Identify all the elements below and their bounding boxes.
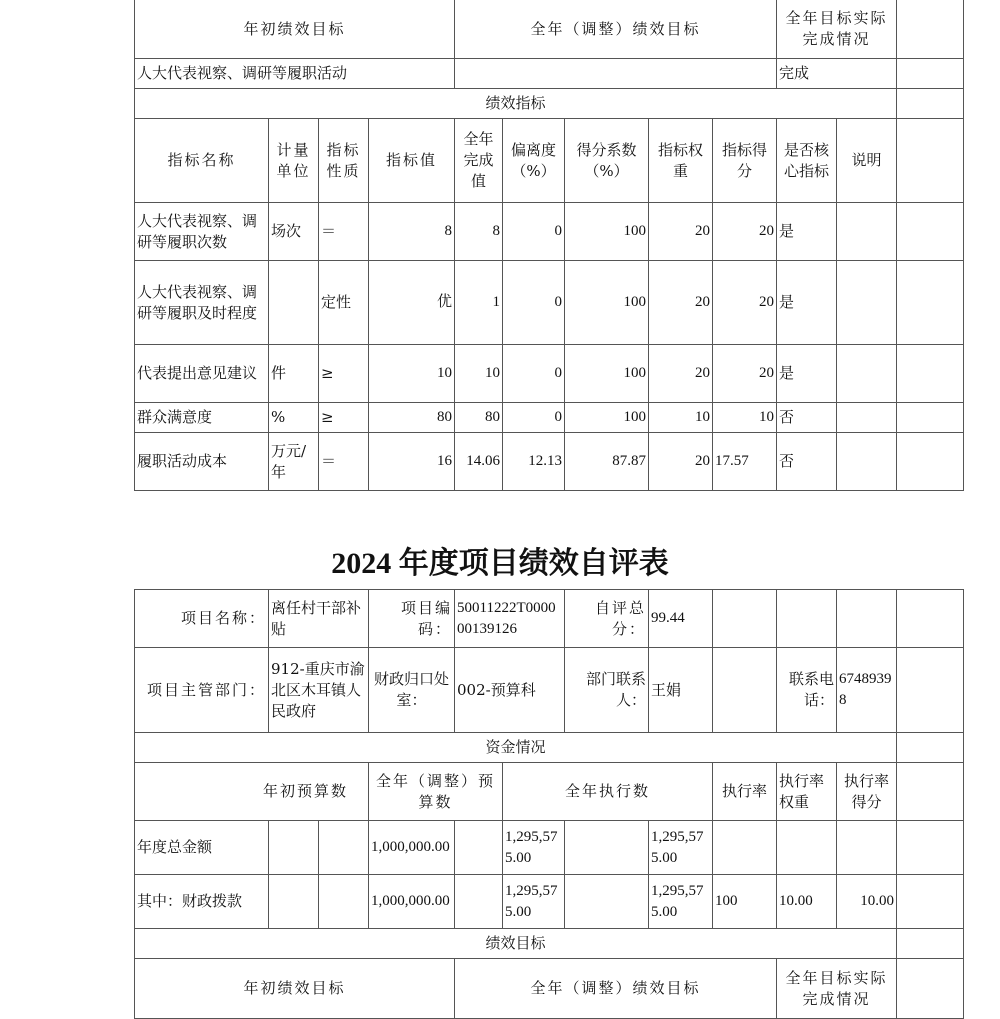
table-row [135,821,964,875]
goals-initial-header: 年初绩效目标 [135,0,455,59]
funds-row-label: 其中：财政拨款 [135,875,269,929]
table-row [135,875,964,929]
phone-label: 联系电话： [777,648,837,733]
indicator-score: 20 [713,203,777,261]
indicator-score: 20 [713,261,777,345]
phone: 67489398 [837,648,897,733]
funds-header-adjusted: 全年（调整）预算数 [369,763,503,821]
indicator-target: 16 [369,433,455,491]
funds-score [837,821,897,875]
indicator-table [134,0,964,491]
indicator-note [837,203,897,261]
indicator-actual: 80 [455,403,503,433]
indicator-coef: 100 [565,203,649,261]
indicator-header-row [135,119,964,203]
indicator-coef: 100 [565,261,649,345]
indicator-unit: 场次 [269,203,319,261]
indicators-section-row [135,89,964,119]
indicator-target: 8 [369,203,455,261]
indicator-unit: % [269,403,319,433]
goals-header-row [135,0,964,59]
indicator-deviation: 0 [503,345,565,403]
project-code: 50011222T000000139126 [455,590,565,648]
indicator-weight: 20 [649,433,713,491]
funds-section-title: 资金情况 [135,733,897,763]
project-name-label: 项目名称： [135,590,269,648]
table-row [135,203,964,261]
project-table [134,589,964,1019]
indicator-coef: 87.87 [565,433,649,491]
table-row [135,403,964,433]
project-info-row [135,590,964,648]
indicator-nature: ＝ [319,203,369,261]
goals-initial: 人大代表视察、调研等履职活动 [135,59,455,89]
indicator-unit: 件 [269,345,319,403]
funds-executed: 1,295,575.00 [649,875,713,929]
col-header-unit: 计量单位 [269,119,319,203]
indicator-score: 17.57 [713,433,777,491]
page-title: 2024 年度项目绩效自评表 [331,547,669,580]
col-header-actual: 全年完成值 [455,119,503,203]
funds-header-row [135,763,964,821]
indicator-note [837,403,897,433]
funds-adjusted: 1,295,575.00 [503,821,565,875]
goals-actual-header: 全年目标实际完成情况 [777,0,897,59]
project-name: 离任村干部补贴 [269,590,369,648]
indicator-deviation: 12.13 [503,433,565,491]
funds-row-label: 年度总金额 [135,821,269,875]
goals-header-row-2 [135,959,964,1019]
col-header-coef: 得分系数（%） [565,119,649,203]
indicator-score: 10 [713,403,777,433]
goals-actual-header-2: 全年目标实际完成情况 [777,959,897,1019]
col-header-deviation: 偏离度（%） [503,119,565,203]
indicator-target: 80 [369,403,455,433]
indicator-name: 代表提出意见建议 [135,345,269,403]
indicator-deviation: 0 [503,261,565,345]
funds-score: 10.00 [837,875,897,929]
indicator-name: 群众满意度 [135,403,269,433]
indicator-coef: 100 [565,403,649,433]
indicator-nature: ≥ [319,345,369,403]
col-header-weight: 指标权重 [649,119,713,203]
indicator-weight: 20 [649,345,713,403]
col-header-nature: 指标性质 [319,119,369,203]
col-header-name: 指标名称 [135,119,269,203]
contact-label: 部门联系人： [565,648,649,733]
funds-executed: 1,295,575.00 [649,821,713,875]
goals-section-title: 绩效目标 [135,929,897,959]
funds-header-score: 执行率得分 [837,763,897,821]
col-header-score: 指标得分 [713,119,777,203]
indicator-weight: 10 [649,403,713,433]
self-score: 99.44 [649,590,713,648]
funds-initial: 1,000,000.00 [369,875,455,929]
contact: 王娟 [649,648,713,733]
finance-office: 002-预算科 [455,648,565,733]
indicator-core: 是 [777,261,837,345]
self-score-label: 自评总分： [565,590,649,648]
indicator-core: 否 [777,433,837,491]
indicators-section-title: 绩效指标 [135,89,897,119]
indicator-target: 优 [369,261,455,345]
indicator-core: 是 [777,203,837,261]
indicator-nature: ＝ [319,433,369,491]
goals-section-row [135,929,964,959]
indicator-coef: 100 [565,345,649,403]
indicator-weight: 20 [649,261,713,345]
indicator-unit [269,261,319,345]
indicator-deviation: 0 [503,403,565,433]
project-code-label: 项目编码： [369,590,455,648]
goals-adjusted-header: 全年（调整）绩效目标 [455,0,777,59]
indicator-note [837,345,897,403]
goals-row [135,59,964,89]
dept: 912-重庆市渝北区木耳镇人民政府 [269,648,369,733]
indicator-unit: 万元/年 [269,433,319,491]
finance-office-label: 财政归口处室： [369,648,455,733]
indicator-note [837,433,897,491]
indicator-score: 20 [713,345,777,403]
goals-actual: 完成 [777,59,897,89]
funds-header-initial: 年初预算数 [135,763,369,821]
dept-label: 项目主管部门： [135,648,269,733]
funds-rate [713,821,777,875]
table-row [135,345,964,403]
indicator-core: 否 [777,403,837,433]
funds-adjusted: 1,295,575.00 [503,875,565,929]
funds-rate: 100 [713,875,777,929]
funds-weight [777,821,837,875]
indicator-target: 10 [369,345,455,403]
goals-initial-header-2: 年初绩效目标 [135,959,455,1019]
indicator-actual: 8 [455,203,503,261]
indicator-deviation: 0 [503,203,565,261]
indicator-actual: 14.06 [455,433,503,491]
funds-section-row [135,733,964,763]
dept-info-row [135,648,964,733]
table-row [135,433,964,491]
indicator-note [837,261,897,345]
funds-header-executed: 全年执行数 [503,763,713,821]
col-header-note: 说明 [837,119,897,203]
goals-adjusted [455,59,777,89]
funds-header-weight: 执行率权重 [777,763,837,821]
goals-adjusted-header-2: 全年（调整）绩效目标 [455,959,777,1019]
indicator-name: 履职活动成本 [135,433,269,491]
indicator-name: 人大代表视察、调研等履职及时程度 [135,261,269,345]
indicator-actual: 10 [455,345,503,403]
funds-initial: 1,000,000.00 [369,821,455,875]
indicator-nature: 定性 [319,261,369,345]
funds-header-rate: 执行率 [713,763,777,821]
indicator-core: 是 [777,345,837,403]
col-header-core: 是否核心指标 [777,119,837,203]
indicator-weight: 20 [649,203,713,261]
table-row [135,261,964,345]
indicator-name: 人大代表视察、调研等履职次数 [135,203,269,261]
col-header-target: 指标值 [369,119,455,203]
indicator-nature: ≥ [319,403,369,433]
funds-weight: 10.00 [777,875,837,929]
indicator-actual: 1 [455,261,503,345]
